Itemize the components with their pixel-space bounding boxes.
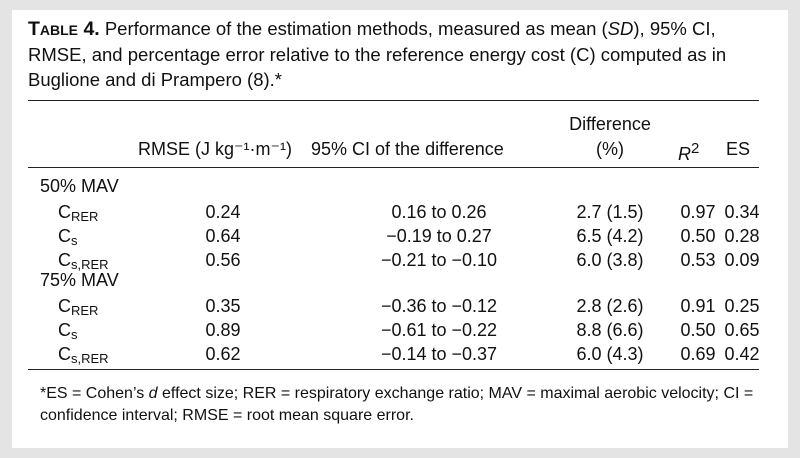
cell-r2: 0.97 xyxy=(680,202,716,222)
method-base: C xyxy=(58,226,71,246)
cell-rmse: 0.62 xyxy=(205,344,241,364)
method-base: C xyxy=(58,202,71,222)
cell-ci: −0.36 to −0.12 xyxy=(380,296,498,316)
cell-ci: 0.16 to 0.26 xyxy=(391,202,487,222)
cell-es: 0.09 xyxy=(724,250,760,270)
header-difference-unit: (%) xyxy=(596,139,624,159)
footnote-d: d xyxy=(148,385,158,402)
cell-ci: −0.14 to −0.37 xyxy=(380,344,498,364)
method-label xyxy=(58,201,98,228)
table-top-rule xyxy=(28,100,759,101)
caption-sd: SD xyxy=(607,18,634,39)
header-es: ES xyxy=(726,139,751,159)
cell-ci: −0.61 to −0.22 xyxy=(380,320,498,340)
method-subscript: s,RER xyxy=(71,351,109,366)
method-base: C xyxy=(58,250,71,270)
cell-es: 0.25 xyxy=(724,296,760,316)
cell-rmse: 0.35 xyxy=(205,296,241,316)
method-label xyxy=(58,225,78,252)
cell-es: 0.34 xyxy=(724,202,760,222)
header-r2-exponent: 2 xyxy=(691,140,700,157)
cell-r2: 0.50 xyxy=(680,226,716,246)
cell-difference: 2.8 (2.6) xyxy=(576,296,644,316)
group-label: 50% MAV xyxy=(40,176,119,196)
group-label: 75% MAV xyxy=(40,270,119,290)
cell-rmse: 0.89 xyxy=(205,320,241,340)
method-base: C xyxy=(58,344,71,364)
cell-ci: −0.21 to −0.10 xyxy=(380,250,498,270)
method-label xyxy=(58,295,98,322)
method-base: C xyxy=(58,320,71,340)
cell-rmse: 0.24 xyxy=(205,202,241,222)
cell-r2: 0.69 xyxy=(680,344,716,364)
method-label xyxy=(58,343,109,370)
method-label xyxy=(58,319,78,346)
cell-es: 0.28 xyxy=(724,226,760,246)
cell-ci: −0.19 to 0.27 xyxy=(386,226,492,246)
table-bottom-rule xyxy=(28,369,759,370)
cell-es: 0.65 xyxy=(724,320,760,340)
cell-difference: 6.0 (4.3) xyxy=(576,344,644,364)
table-label: Table 4. xyxy=(28,18,100,40)
table-header-rule xyxy=(28,167,759,168)
cell-difference: 2.7 (1.5) xyxy=(576,202,644,222)
method-subscript: RER xyxy=(71,303,99,318)
header-r2 xyxy=(678,138,699,165)
cell-r2: 0.50 xyxy=(680,320,716,340)
footnote-text-1: *ES = Cohen’s xyxy=(40,385,149,402)
caption-text-2: ), 95% CI, RMSE, and percentage error relative to the reference energy cost (C) computed as in Buglione and di Prampero (8).* xyxy=(28,18,727,90)
header-ci: 95% CI of the difference xyxy=(311,139,504,159)
caption-text-1: Performance of the estimation methods, measured as mean ( xyxy=(99,18,608,39)
cell-difference: 6.5 (4.2) xyxy=(576,226,644,246)
cell-es: 0.42 xyxy=(724,344,760,364)
method-subscript: s xyxy=(71,327,78,342)
cell-r2: 0.53 xyxy=(680,250,716,270)
cell-rmse: 0.56 xyxy=(205,250,241,270)
cell-r2: 0.91 xyxy=(680,296,716,316)
footnote-text-2: effect size; RER = respiratory exchange ratio; MAV = maximal aerobic velocity; CI = confidence interval; RMSE = root mean square error. xyxy=(40,385,754,424)
method-base: C xyxy=(58,296,71,316)
cell-difference: 6.0 (3.8) xyxy=(576,250,644,270)
table-caption xyxy=(28,16,768,92)
cell-difference: 8.8 (6.6) xyxy=(576,320,644,340)
header-difference: Difference xyxy=(569,114,651,134)
cell-rmse: 0.64 xyxy=(205,226,241,246)
method-subscript: s xyxy=(71,233,78,248)
method-subscript: s,RER xyxy=(71,257,109,272)
header-r2-symbol: R xyxy=(678,144,691,164)
header-rmse: RMSE (J kg⁻¹·m⁻¹) xyxy=(138,139,292,159)
table-footnote xyxy=(40,383,765,427)
method-subscript: RER xyxy=(71,209,99,224)
